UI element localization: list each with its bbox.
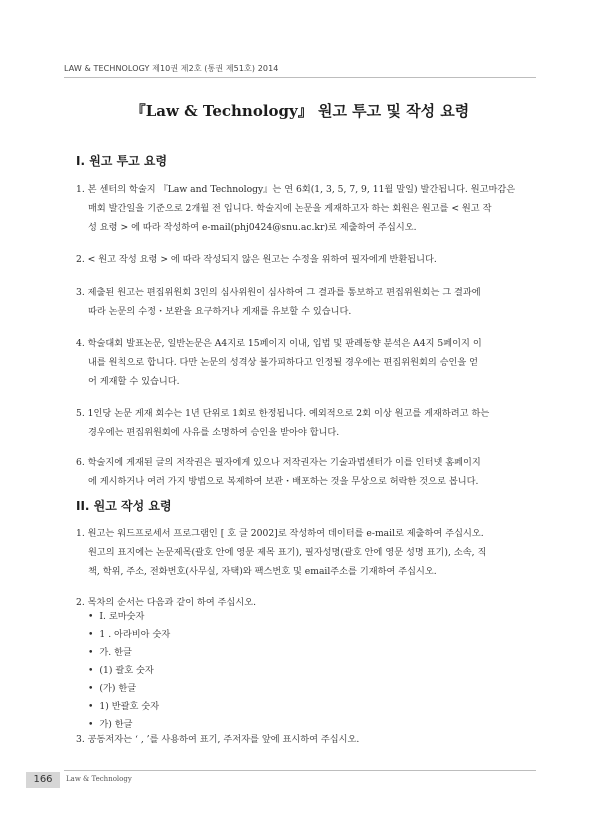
item-line: 4. 학술대회 발표논문, 일반논문은 A4지로 15페이지 이내, 입법 및 판례동향 분석은 A4지 5페이지 이 <box>76 338 482 349</box>
item-line: 책, 학위, 주소, 전화번호(사무실, 자택)와 팩스번호 및 email주소를 기재하여 주십시오. <box>88 566 437 577</box>
section-1-item-6 <box>76 453 546 491</box>
header-rule <box>64 77 536 78</box>
item-line: 에 게시하거나 여러 가지 방법으로 복제하여 보관・배포하는 것을 무상으로 허락한 것으로 봅니다. <box>88 476 479 487</box>
section-1-item-3 <box>76 283 546 321</box>
section-2-heading: II. 원고 작성 요령 <box>76 499 172 513</box>
document-title: 『Law & Technology』 원고 투고 및 작성 요령 <box>130 102 470 120</box>
item-line: 따라 논문의 수정・보완을 요구하거나 게재를 유보할 수 있습니다. <box>88 306 352 317</box>
item-line: 5. 1인당 논문 게재 회수는 1년 단위로 1회로 한정됩니다. 예외적으로 2회 이상 원고를 게재하려고 하는 <box>76 408 490 419</box>
section-1-item-5 <box>76 404 546 442</box>
item-line: 어 게재할 수 있습니다. <box>88 376 180 387</box>
item-line: 6. 학술지에 게재된 글의 저작권은 필자에게 있으나 저작권자는 기술과법센터가 이를 인터넷 홈페이지 <box>76 457 481 468</box>
list-item: • 1) 반괄호 숫자 <box>88 698 170 716</box>
section-1-heading: I. 원고 투고 요령 <box>76 154 168 168</box>
footer-journal-name: Law & Technology <box>66 775 132 783</box>
section-1-item-4 <box>76 334 546 391</box>
item-line: 2. < 원고 작성 요령 > 에 따라 작성되지 않은 원고는 수정을 위하여 필자에게 반환됩니다. <box>76 254 437 265</box>
list-item: • Ⅰ. 로마숫자 <box>88 608 170 626</box>
section-2-item-3: 3. 공동저자는 ‘ , ’를 사용하여 표기, 주저자를 앞에 표시하여 주십시오. <box>76 734 360 745</box>
list-item: • (가) 한글 <box>88 680 170 698</box>
section-2-item-2: 2. 목차의 순서는 다음과 같이 하여 주십시오. <box>76 597 257 608</box>
item-line: 성 요령 > 에 따라 작성하여 e-mail(phj0424@snu.ac.kr)로 제출하여 주십시오. <box>88 222 417 233</box>
list-item: • 가. 한글 <box>88 644 170 662</box>
footer-rule <box>64 770 536 771</box>
list-item: • 1 . 아라비아 숫자 <box>88 626 170 644</box>
item-line: 내를 원칙으로 합니다. 다만 논문의 성격상 불가피하다고 인정될 경우에는 편집위원회의 승인을 얻 <box>88 357 479 368</box>
list-item: • 가) 한글 <box>88 716 170 734</box>
item-line: 매회 발간일을 기준으로 2개월 전 입니다. 학술지에 논문을 게재하고자 하는 회원은 원고를 < 원고 작 <box>88 203 492 214</box>
item-line: 1. 원고는 워드프로세서 프로그램인 [ 호 글 2002]로 작성하여 데이터를 e-mail로 제출하여 주십시오. <box>76 528 484 539</box>
item-line: 3. 제출된 원고는 편집위원회 3인의 심사위원이 심사하여 그 결과를 통보하고 편집위원회는 그 결과에 <box>76 287 481 298</box>
item-line: 1. 본 센터의 학술지 『Law and Technology』는 연 6회(1, 3, 5, 7, 9, 11월 말일) 발간됩니다. 원고마감은 <box>76 184 516 195</box>
item-line: 원고의 표지에는 논문제목(괄호 안에 영문 제목 표기), 필자성명(괄호 안에 영문 성명 표기), 소속, 직 <box>88 547 487 558</box>
running-head: LAW & TECHNOLOGY 제10권 제2호 (통권 제51호) 2014 <box>64 64 279 73</box>
section-1-item-2 <box>76 250 546 269</box>
page-number: 166 <box>26 772 60 788</box>
section-1-item-1 <box>76 180 546 237</box>
item-line: 경우에는 편집위원회에 사유를 소명하여 승인을 받아야 합니다. <box>88 427 340 438</box>
section-2-item-1 <box>76 524 546 581</box>
list-item: • (1) 괄호 숫자 <box>88 662 170 680</box>
outline-order-list <box>88 608 170 734</box>
